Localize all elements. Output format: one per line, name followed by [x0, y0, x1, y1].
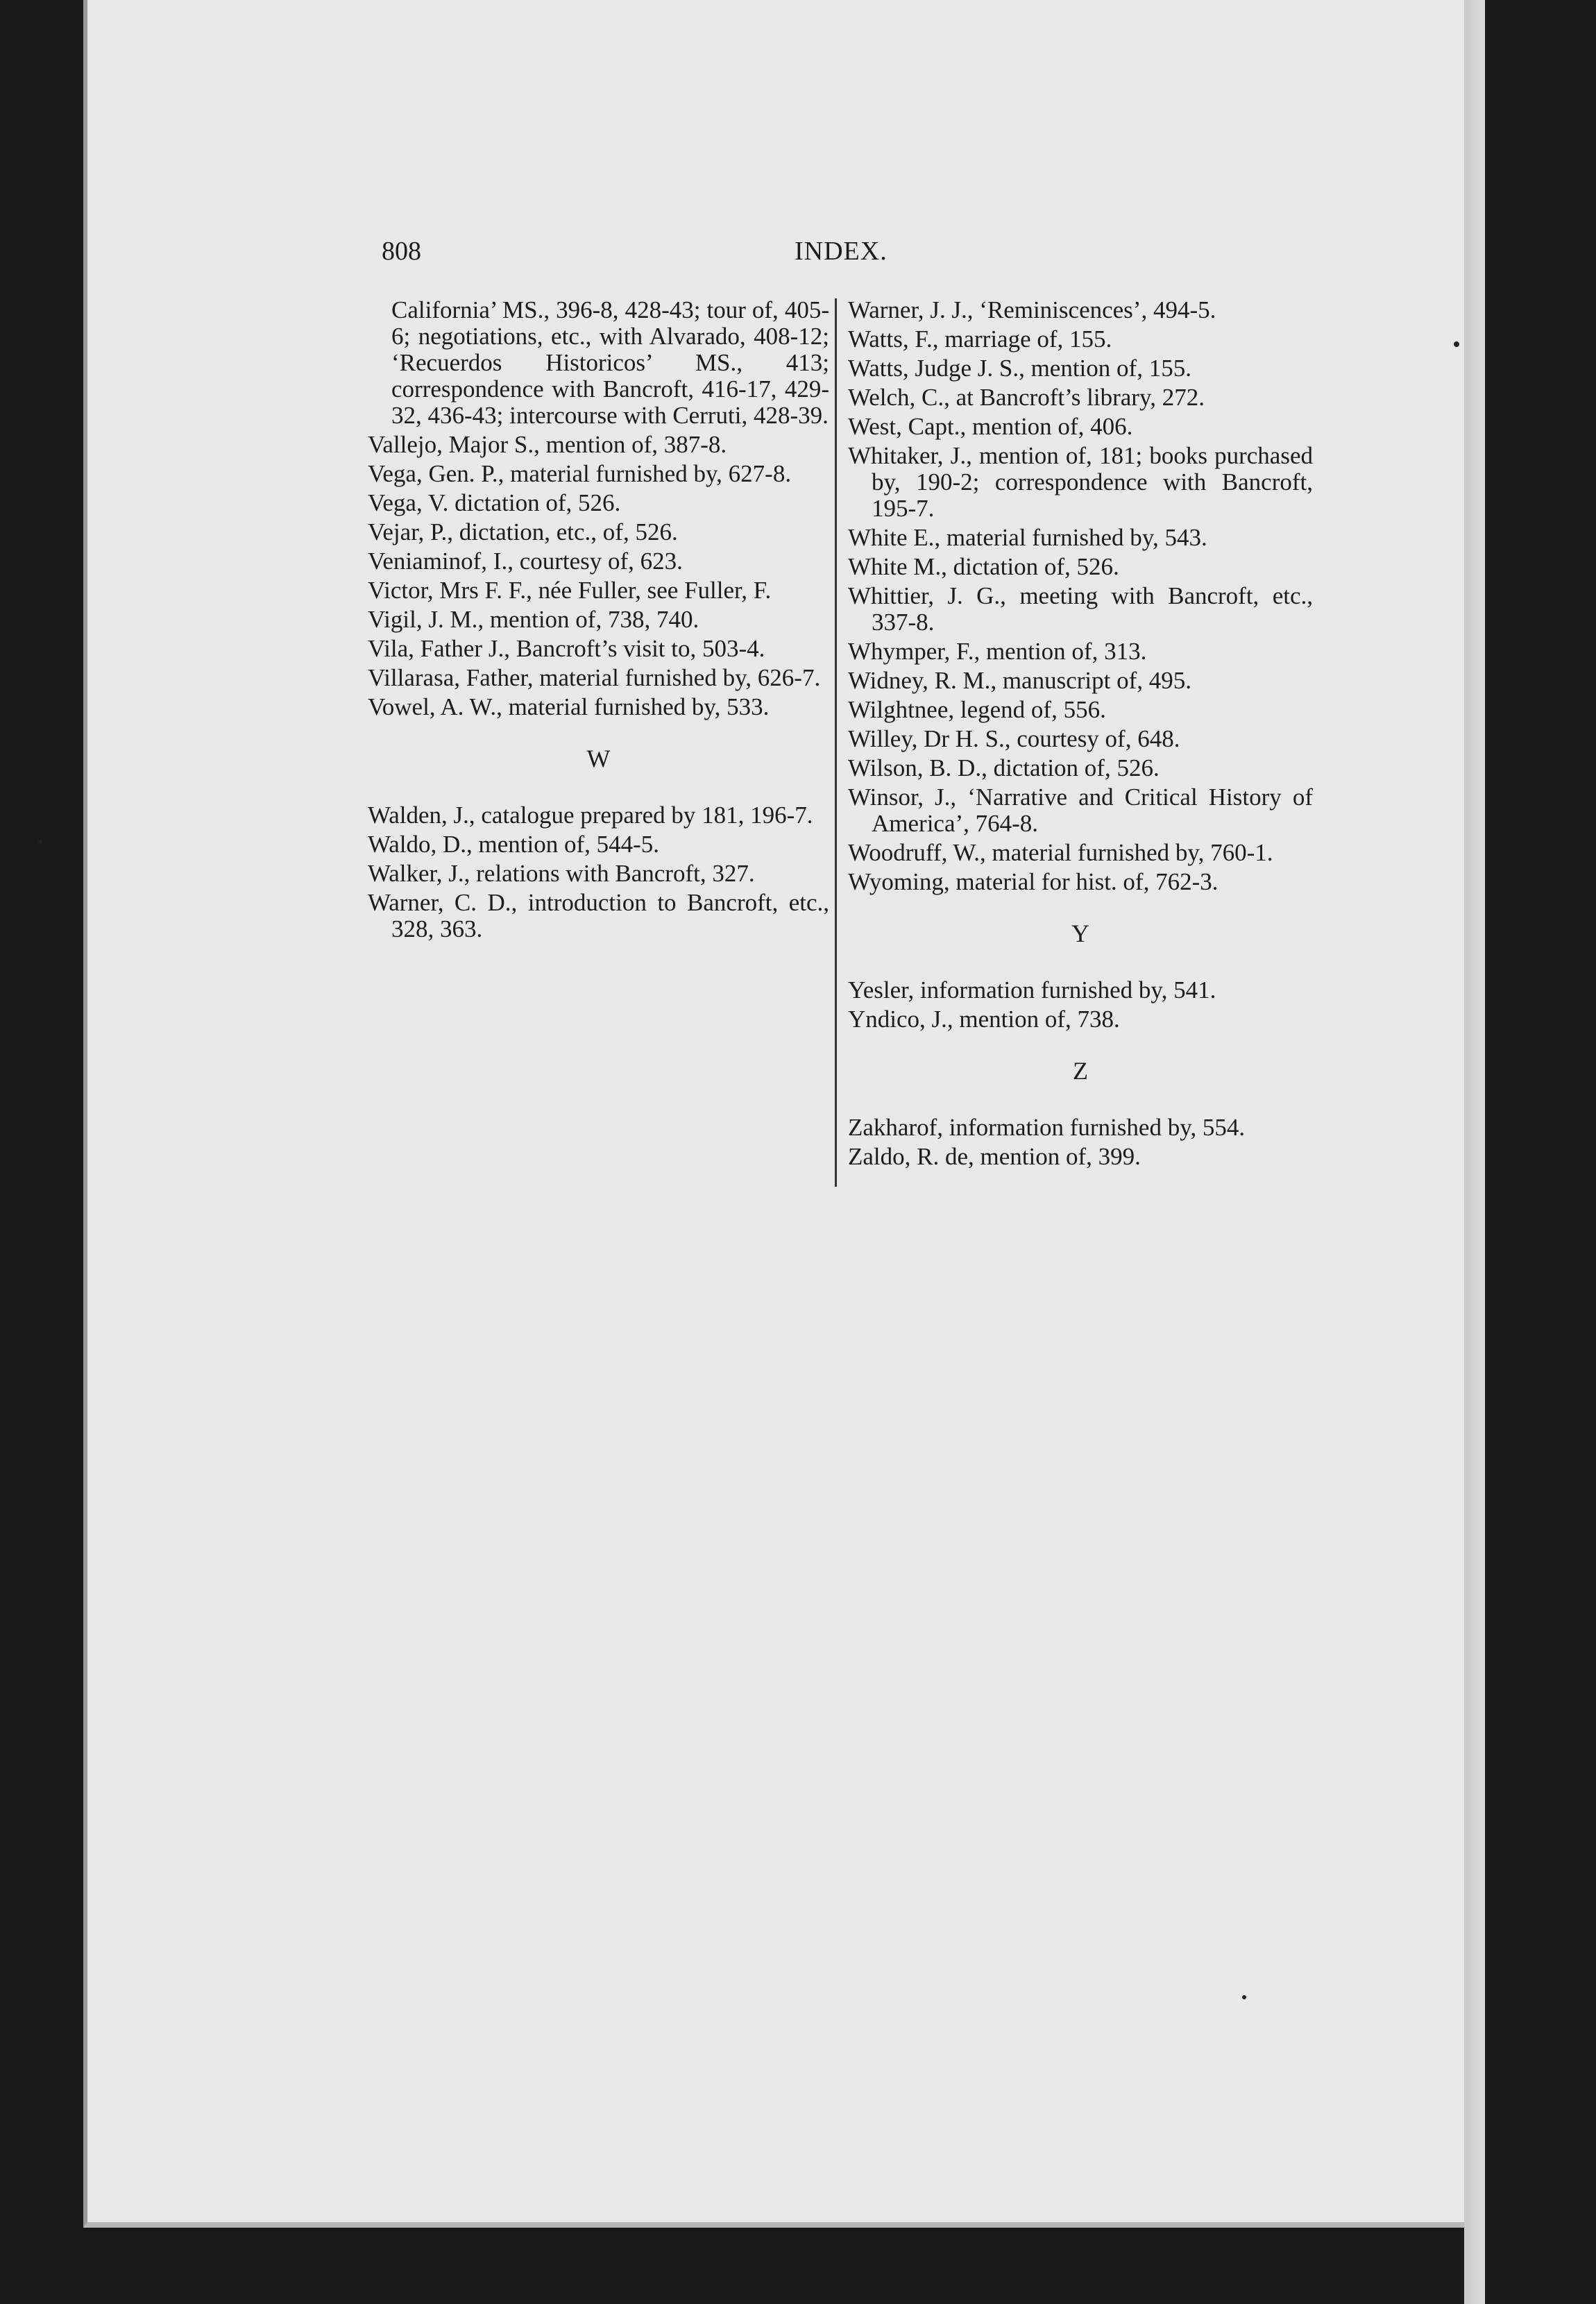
- index-entry: Whittier, J. G., meeting with Bancroft, etc., 337-8.: [848, 582, 1313, 636]
- index-entry: Watts, Judge J. S., mention of, 155.: [848, 355, 1191, 382]
- index-entry: West, Capt., mention of, 406.: [848, 413, 1133, 440]
- index-entry: Wilson, B. D., dictation of, 526.: [848, 754, 1160, 781]
- index-entry: Wyoming, material for hist. of, 762-3.: [848, 868, 1219, 895]
- index-entry: Whymper, F., mention of, 313.: [848, 638, 1147, 665]
- index-entry: Yesler, information furnished by, 541.: [848, 976, 1216, 1003]
- index-entry: Whitaker, J., mention of, 181; books purchased by, 190-2; correspondence with Bancroft, 195-7.: [848, 442, 1313, 522]
- index-group-z: [848, 1115, 1313, 1170]
- page-edge: [1464, 0, 1485, 2304]
- index-entry: Winsor, J., ‘Narrative and Critical History of America’, 764-8.: [848, 783, 1313, 837]
- index-entry: Welch, C., at Bancroft’s library, 272.: [848, 384, 1205, 411]
- index-entry: Willey, Dr H. S., courtesy of, 648.: [848, 725, 1180, 752]
- index-group-v: [368, 432, 829, 720]
- section-letter-y: Y: [1071, 920, 1089, 947]
- index-column-right: [848, 297, 1313, 1173]
- index-entry: Walden, J., catalogue prepared by 181, 196-7.: [368, 802, 813, 829]
- index-entry: Victor, Mrs F. F., née Fuller, see Fuller, F.: [368, 577, 772, 604]
- index-entry: Zakharof, information furnished by, 554.: [848, 1114, 1246, 1141]
- index-group-w-cont: [848, 297, 1313, 895]
- running-head: INDEX.: [795, 237, 888, 266]
- index-group-w: [368, 802, 829, 942]
- index-entry: Woodruff, W., material furnished by, 760-1.: [848, 839, 1273, 866]
- index-entry: Vowel, A. W., material furnished by, 533.: [368, 693, 770, 720]
- index-entry: Wilghtnee, legend of, 556.: [848, 696, 1106, 723]
- index-entry: Vega, V. dictation of, 526.: [368, 489, 621, 516]
- index-entry: Waldo, D., mention of, 544-5.: [368, 831, 660, 858]
- scan-speck: [1454, 341, 1459, 347]
- index-entry: Warner, J. J., ‘Reminiscences’, 494-5.: [848, 296, 1216, 323]
- scan-speck: [1242, 1995, 1246, 1999]
- scan-speck: [38, 840, 42, 844]
- index-entry: Walker, J., relations with Bancroft, 327.: [368, 860, 755, 887]
- index-entry: Zaldo, R. de, mention of, 399.: [848, 1143, 1141, 1170]
- index-entry: Vejar, P., dictation, etc., of, 526.: [368, 518, 678, 545]
- index-column-left: [368, 297, 829, 945]
- index-entry: White M., dictation of, 526.: [848, 553, 1119, 580]
- index-entry: Vila, Father J., Bancroft’s visit to, 503-4.: [368, 635, 765, 662]
- index-entry: Veniaminof, I., courtesy of, 623.: [368, 548, 683, 575]
- index-entry: Warner, C. D., introduction to Bancroft, etc., 328, 363.: [368, 889, 829, 942]
- index-entry: Villarasa, Father, material furnished by, 626-7.: [368, 664, 821, 691]
- index-entry: Vallejo, Major S., mention of, 387-8.: [368, 431, 727, 458]
- index-entry: Yndico, J., mention of, 738.: [848, 1006, 1120, 1033]
- column-divider: [835, 298, 837, 1187]
- index-entry: Vega, Gen. P., material furnished by, 627-8.: [368, 460, 792, 487]
- section-letter-w: W: [586, 745, 611, 772]
- index-entry-continuation: California’ MS., 396-8, 428-43; tour of, 405-6; negotiations, etc., with Alvarado, 408-12; ‘Recuerdos Historicos’ MS., 413; correspondence with Bancroft, 416-17, 429-32, 436-43; intercourse with Cerruti, 428-39.: [391, 296, 829, 429]
- index-group-y: [848, 977, 1313, 1033]
- index-entry: Watts, F., marriage of, 155.: [848, 325, 1112, 353]
- index-entry: Widney, R. M., manuscript of, 495.: [848, 667, 1192, 694]
- page-number: 808: [382, 237, 421, 266]
- section-letter-z: Z: [1073, 1057, 1088, 1085]
- page-header: [382, 236, 1284, 278]
- index-entry: White E., material furnished by, 543.: [848, 524, 1207, 551]
- index-entry: Vigil, J. M., mention of, 738, 740.: [368, 606, 699, 633]
